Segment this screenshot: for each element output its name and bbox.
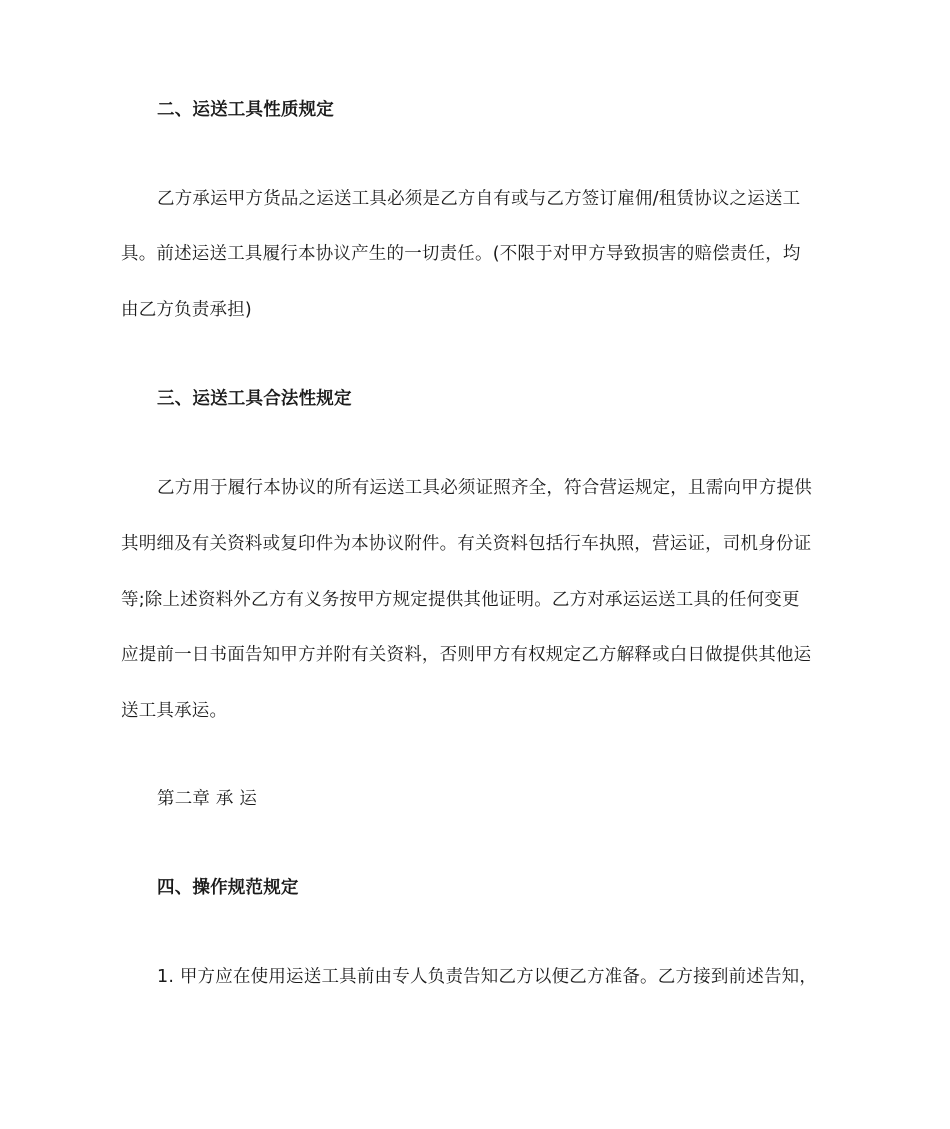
section-3-paragraph-line: 送工具承运。	[121, 701, 228, 721]
section-3-paragraph-line: 应提前一日书面告知甲方并附有关资料，否则甲方有权规定乙方解释或白日做提供其他运	[121, 645, 812, 665]
section-3-paragraph-line: 等;除上述资料外乙方有义务按甲方规定提供其他证明。乙方对承运运送工具的任何变更	[121, 590, 800, 610]
section-2-paragraph-line: 由乙方负责承担)	[121, 300, 252, 320]
section-2-paragraph-line: 具。前述运送工具履行本协议产生的一切责任。(不限于对甲方导致损害的赔偿责任，均	[121, 244, 801, 264]
section-3-heading: 三、运送工具合法性规定	[157, 389, 352, 409]
section-2-heading: 二、运送工具性质规定	[157, 100, 334, 120]
section-2-paragraph-line: 乙方承运甲方货品之运送工具必须是乙方自有或与乙方签订雇佣/租赁协议之运送工	[157, 189, 801, 209]
section-4-heading: 四、操作规范规定	[157, 878, 299, 898]
section-3-paragraph-line: 乙方用于履行本协议的所有运送工具必须证照齐全，符合营运规定，且需向甲方提供	[157, 478, 812, 498]
section-4-item-1: 1. 甲方应在使用运送工具前由专人负责告知乙方以便乙方准备。乙方接到前述告知，	[157, 967, 818, 987]
section-3-paragraph-line: 其明细及有关资料或复印件为本协议附件。有关资料包括行车执照，营运证，司机身份证	[121, 534, 812, 554]
chapter-2-title: 第二章 承 运	[157, 789, 258, 809]
